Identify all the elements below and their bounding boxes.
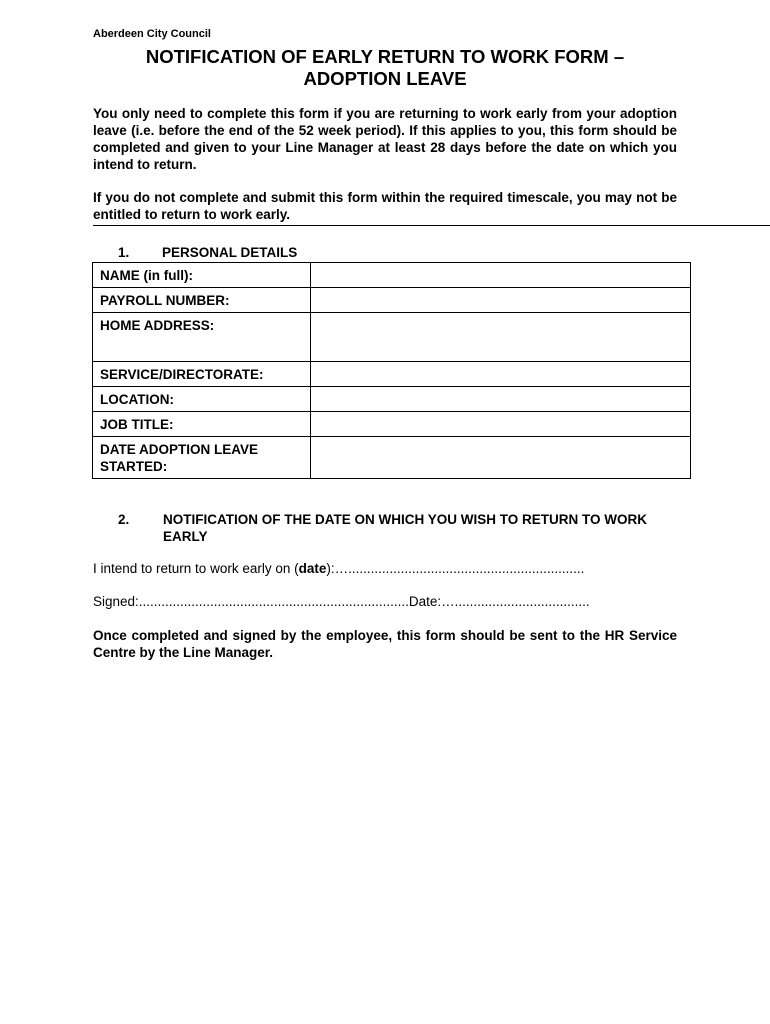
field-value-job-title[interactable]: [311, 412, 691, 437]
field-label-name: NAME (in full):: [93, 263, 311, 288]
council-name: Aberdeen City Council: [93, 28, 211, 40]
field-label-leave-started: DATE ADOPTION LEAVE STARTED:: [93, 437, 311, 479]
field-label-job-title: JOB TITLE:: [93, 412, 311, 437]
field-label-address: HOME ADDRESS:: [93, 313, 311, 362]
section1-number: 1.: [118, 245, 130, 260]
form-title-line1: NOTIFICATION OF EARLY RETURN TO WORK FORM –: [145, 46, 625, 67]
signature-line[interactable]: Signed:........................................................................Date:…....................................: [93, 594, 590, 609]
field-value-service[interactable]: [311, 362, 691, 387]
return-date-prefix: I intend to return to work early on (: [93, 561, 299, 576]
submission-note: Once completed and signed by the employee, this form should be sent to the HR Service Centre by the Line Manager.: [93, 628, 677, 660]
section1-title: PERSONAL DETAILS: [162, 245, 298, 260]
table-row: [93, 288, 691, 313]
field-value-address[interactable]: [311, 313, 691, 362]
section1-heading: [118, 245, 297, 260]
field-label-location: LOCATION:: [93, 387, 311, 412]
field-label-service: SERVICE/DIRECTORATE:: [93, 362, 311, 387]
section2-number: 2.: [118, 512, 130, 527]
table-row: [93, 412, 691, 437]
form-title: [93, 46, 677, 90]
intro-paragraph-2: If you do not complete and submit this form within the required timescale, you may not be entitled to return to work early.: [93, 190, 677, 222]
field-label-payroll: PAYROLL NUMBER:: [93, 288, 311, 313]
field-value-name[interactable]: [311, 263, 691, 288]
table-row: [93, 437, 691, 479]
form-title-line2: ADOPTION LEAVE: [303, 68, 467, 89]
field-value-leave-started[interactable]: [311, 437, 691, 479]
return-date-suffix: ):…...............................................................: [326, 561, 585, 576]
personal-details-table: [92, 262, 691, 479]
table-row: [93, 313, 691, 362]
table-row: [93, 263, 691, 288]
section2-heading: [118, 511, 678, 545]
field-value-payroll[interactable]: [311, 288, 691, 313]
table-row: [93, 387, 691, 412]
return-date-line[interactable]: [93, 561, 584, 576]
divider: [93, 225, 770, 226]
field-value-location[interactable]: [311, 387, 691, 412]
section2-title: NOTIFICATION OF THE DATE ON WHICH YOU WISH TO RETURN TO WORK EARLY: [163, 512, 647, 544]
return-date-bold: date: [298, 561, 327, 576]
intro-paragraph-1: You only need to complete this form if you are returning to work early from your adoption leave (i.e. before the end of the 52 week period). If this applies to you, this form should be completed and given to your Line Manager at least 28 days before the date on which you intend to return.: [93, 106, 677, 172]
table-row: [93, 362, 691, 387]
